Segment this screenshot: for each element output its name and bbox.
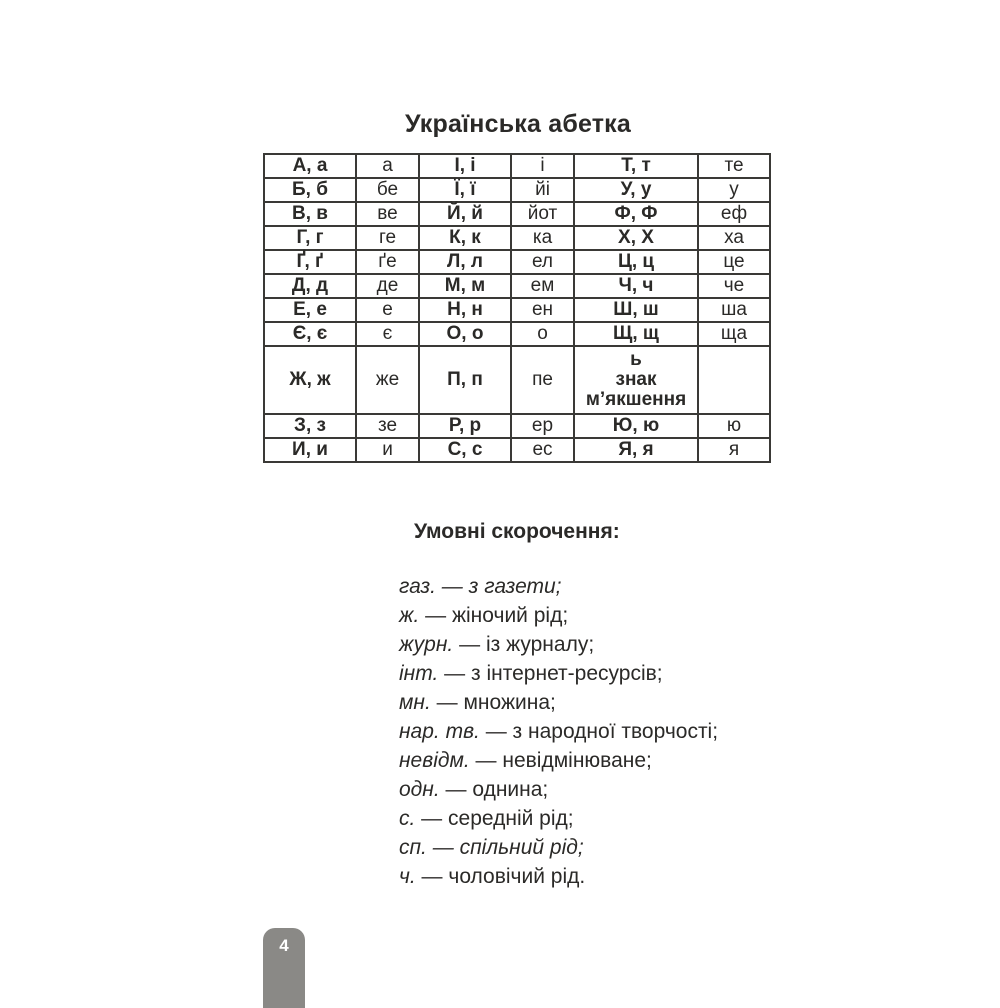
letter-cell: Л, л [419, 250, 511, 274]
table-row [264, 438, 770, 462]
letter-name-cell: ю [698, 414, 770, 438]
letter-name-cell: е [356, 298, 419, 322]
abbreviation-definition: спільний рід; [459, 836, 584, 859]
letter-name-cell: пе [511, 346, 574, 414]
letter-cell: П, п [419, 346, 511, 414]
list-item [399, 630, 819, 659]
page-title: Українська абетка [404, 110, 632, 138]
abbreviation-definition: однина; [472, 778, 549, 801]
list-item [399, 601, 819, 630]
letter-name-cell: де [356, 274, 419, 298]
abbreviation: мн. [399, 691, 431, 714]
abbreviation-definition: з народної творчості; [512, 720, 719, 743]
letter-cell: Г, г [264, 226, 356, 250]
letter-cell: Ж, ж [264, 346, 356, 414]
soft-sign-line1: знак [615, 369, 657, 390]
letter-cell: Х, Х [574, 226, 698, 250]
letter-name-cell: йі [511, 178, 574, 202]
letter-name-cell: це [698, 250, 770, 274]
letter-cell: Щ, щ [574, 322, 698, 346]
abbreviation: журн. [399, 633, 454, 656]
table-row [264, 414, 770, 438]
dash: — [438, 662, 471, 685]
letter-name-cell: йот [511, 202, 574, 226]
abbreviation: інт. [399, 662, 439, 685]
abbreviation-definition: жіночий рід; [451, 604, 569, 627]
dash: — [415, 865, 449, 888]
dash: — [430, 691, 464, 714]
letter-name-cell: я [698, 438, 770, 462]
abbreviation-definition: з газети; [468, 575, 562, 598]
abbreviation: с. [399, 807, 416, 830]
letter-cell: Ш, ш [574, 298, 698, 322]
abbreviations-heading: Умовні скорочення: [414, 520, 620, 543]
letter-name-cell: ес [511, 438, 574, 462]
letter-cell: А, а [264, 154, 356, 178]
table-row [264, 322, 770, 346]
letter-name-cell: зе [356, 414, 419, 438]
list-item [399, 804, 819, 833]
list-item [399, 688, 819, 717]
abbreviation: нар. тв. [399, 720, 480, 743]
letter-name-cell: і [511, 154, 574, 178]
letter-name-cell [698, 346, 770, 414]
table-row [264, 154, 770, 178]
abbreviation: невідм. [399, 749, 470, 772]
letter-cell: З, з [264, 414, 356, 438]
letter-cell: Є, є [264, 322, 356, 346]
letter-name-cell: є [356, 322, 419, 346]
table-row [264, 202, 770, 226]
letter-cell: Р, р [419, 414, 511, 438]
letter-name-cell: о [511, 322, 574, 346]
letter-name-cell: че [698, 274, 770, 298]
letter-cell: Т, т [574, 154, 698, 178]
page-number: 4 [279, 936, 289, 955]
abbreviation-definition: множина; [463, 691, 556, 714]
letter-cell: Д, д [264, 274, 356, 298]
letter-cell: И, и [264, 438, 356, 462]
list-item [399, 775, 819, 804]
letter-name-cell: те [698, 154, 770, 178]
table-row [264, 250, 770, 274]
letter-cell: Б, б [264, 178, 356, 202]
letter-cell: Й, й [419, 202, 511, 226]
abbreviations-list [399, 572, 819, 891]
letter-name-cell: ша [698, 298, 770, 322]
dash: — [426, 836, 460, 859]
letter-cell: К, к [419, 226, 511, 250]
abbreviation: ж. [399, 604, 420, 627]
letter-name-cell: ка [511, 226, 574, 250]
letter-name-cell: у [698, 178, 770, 202]
letter-cell: Н, н [419, 298, 511, 322]
alphabet-table-body [264, 154, 770, 462]
abbreviation: ч. [399, 865, 416, 888]
table-row [264, 298, 770, 322]
letter-cell: Ю, ю [574, 414, 698, 438]
letter-name-cell: ґе [356, 250, 419, 274]
page-number-tab [263, 928, 305, 1008]
abbreviation: одн. [399, 778, 440, 801]
letter-name-cell: ер [511, 414, 574, 438]
soft-sign-symbol: ь [630, 349, 642, 370]
table-row [264, 178, 770, 202]
letter-cell: Ї, ї [419, 178, 511, 202]
letter-name-cell: бе [356, 178, 419, 202]
abbreviation-definition: чоловічий рід. [448, 865, 586, 888]
letter-cell: Е, е [264, 298, 356, 322]
letter-cell: С, с [419, 438, 511, 462]
soft-sign-cell [574, 346, 698, 414]
letter-cell: У, у [574, 178, 698, 202]
letter-name-cell: ща [698, 322, 770, 346]
letter-name-cell: ен [511, 298, 574, 322]
dash: — [453, 633, 486, 656]
letter-name-cell: же [356, 346, 419, 414]
letter-cell: Я, я [574, 438, 698, 462]
letter-cell: Ц, ц [574, 250, 698, 274]
abbreviation: сп. [399, 836, 427, 859]
dash: — [439, 778, 473, 801]
alphabet-table [263, 153, 771, 463]
letter-name-cell: ем [511, 274, 574, 298]
letter-name-cell: ел [511, 250, 574, 274]
letter-cell: І, і [419, 154, 511, 178]
table-row [264, 346, 770, 414]
list-item [399, 833, 819, 862]
letter-name-cell: ха [698, 226, 770, 250]
letter-cell: О, о [419, 322, 511, 346]
soft-sign-line2: м’якшення [585, 389, 687, 410]
list-item [399, 717, 819, 746]
letter-name-cell: ве [356, 202, 419, 226]
abbreviation: газ. [399, 575, 436, 598]
letter-cell: Ч, ч [574, 274, 698, 298]
list-item [399, 746, 819, 775]
dash: — [419, 604, 452, 627]
letter-name-cell: а [356, 154, 419, 178]
table-row [264, 226, 770, 250]
letter-cell: Ґ, ґ [264, 250, 356, 274]
letter-name-cell: и [356, 438, 419, 462]
letter-cell: В, в [264, 202, 356, 226]
dash: — [435, 575, 469, 598]
abbreviation-definition: із журналу; [485, 633, 595, 656]
letter-cell: Ф, Ф [574, 202, 698, 226]
letter-name-cell: еф [698, 202, 770, 226]
table-row [264, 274, 770, 298]
dash: — [415, 807, 449, 830]
letter-cell: М, м [419, 274, 511, 298]
letter-name-cell: ге [356, 226, 419, 250]
abbreviation-definition: невідмінюване; [502, 749, 652, 772]
dash: — [469, 749, 503, 772]
list-item [399, 572, 819, 601]
abbreviation-definition: середній рід; [448, 807, 574, 830]
list-item [399, 659, 819, 688]
dash: — [479, 720, 513, 743]
list-item [399, 862, 819, 891]
abbreviation-definition: з інтернет-ресурсів; [471, 662, 663, 685]
